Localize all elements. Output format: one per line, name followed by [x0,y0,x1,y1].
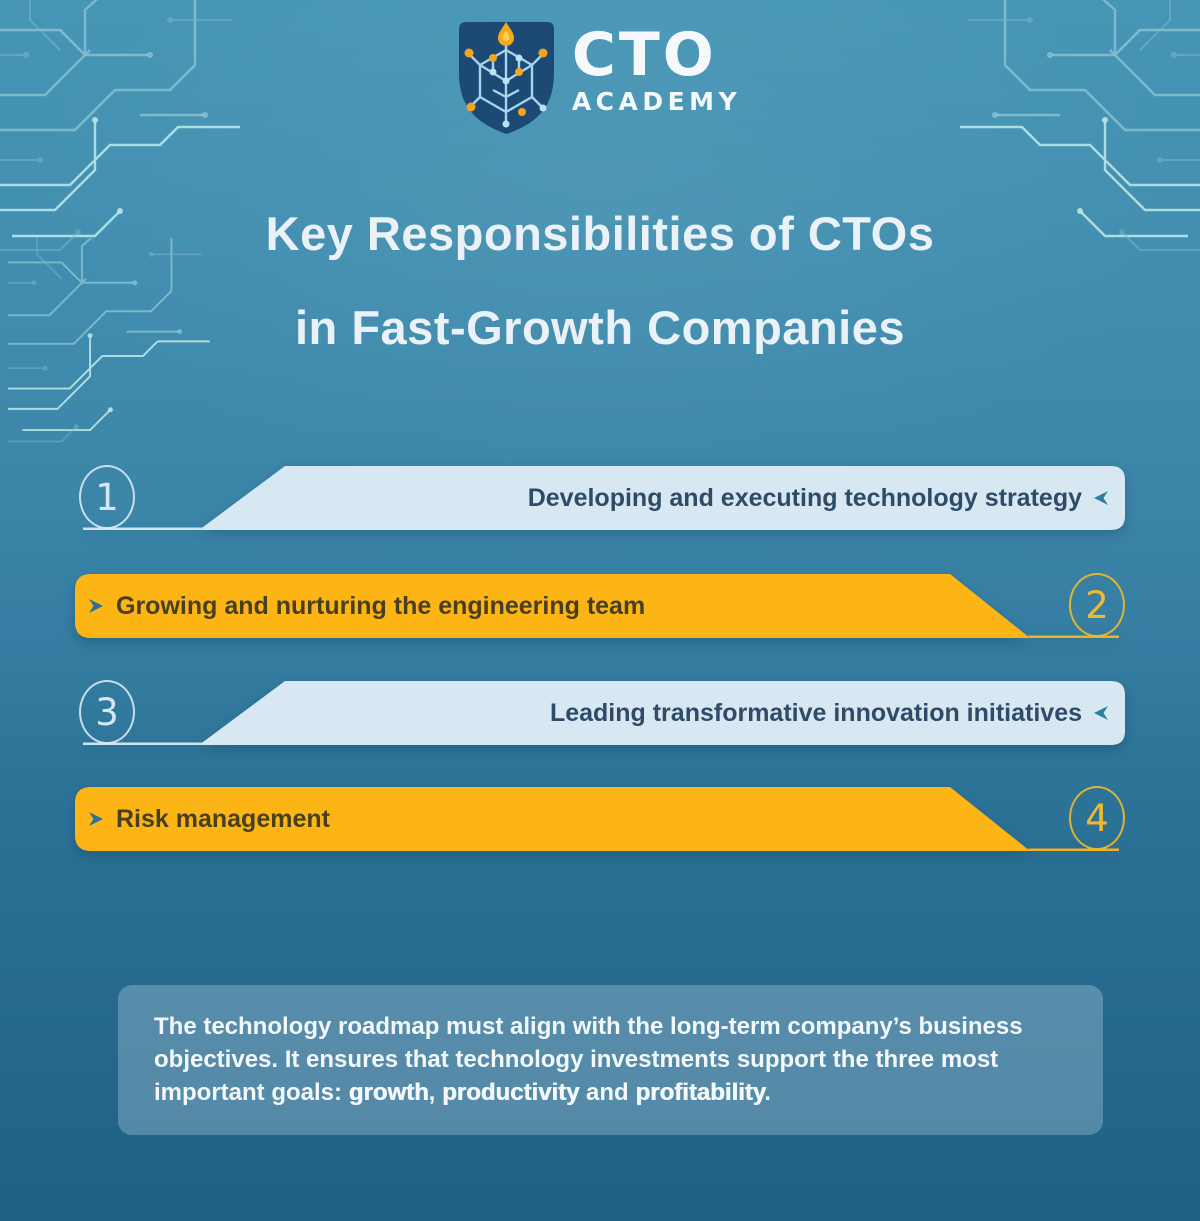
brand-subname: ACADEMY [571,87,742,116]
responsibility-label: Risk management [116,804,330,833]
arrow-left-icon [1093,705,1109,721]
arrow-right-icon [88,598,104,614]
title-line-2: in Fast-Growth Companies [295,301,905,354]
step-number-4: 4 [1069,786,1125,850]
page-title [0,208,1200,354]
step-number-1: 1 [79,465,135,529]
responsibility-label: Leading transformative innovation initiatives [549,698,1082,727]
banner-label-container [75,787,1125,851]
arrow-left-icon [1093,490,1109,506]
responsibility-item-4 [75,787,1125,853]
responsibility-item-3 [75,681,1125,747]
responsibility-label: Growing and nurturing the engineering team [116,591,646,620]
footer-note-text: The technology roadmap must align with the long-term company’s business objectives. It ensures that technology investments support the three most important goals: growth, productivity and profitability. [154,1013,1023,1106]
responsibility-item-2 [75,574,1125,640]
step-number-3: 3 [79,680,135,744]
title-line-1: Key Responsibilities of CTOs [265,207,935,260]
banner-label-container [75,681,1125,745]
shield-circuit-icon [459,20,555,135]
banner-label-container [75,574,1125,638]
brand-text [572,20,741,117]
arrow-right-icon [88,811,104,827]
brand-name: CTO [571,20,717,90]
responsibility-label: Developing and executing technology strategy [527,483,1082,512]
responsibility-item-1 [75,466,1125,532]
banner-label-container [75,466,1125,530]
footer-note [118,985,1103,1135]
step-number-2: 2 [1069,573,1125,637]
logo [0,20,1200,135]
